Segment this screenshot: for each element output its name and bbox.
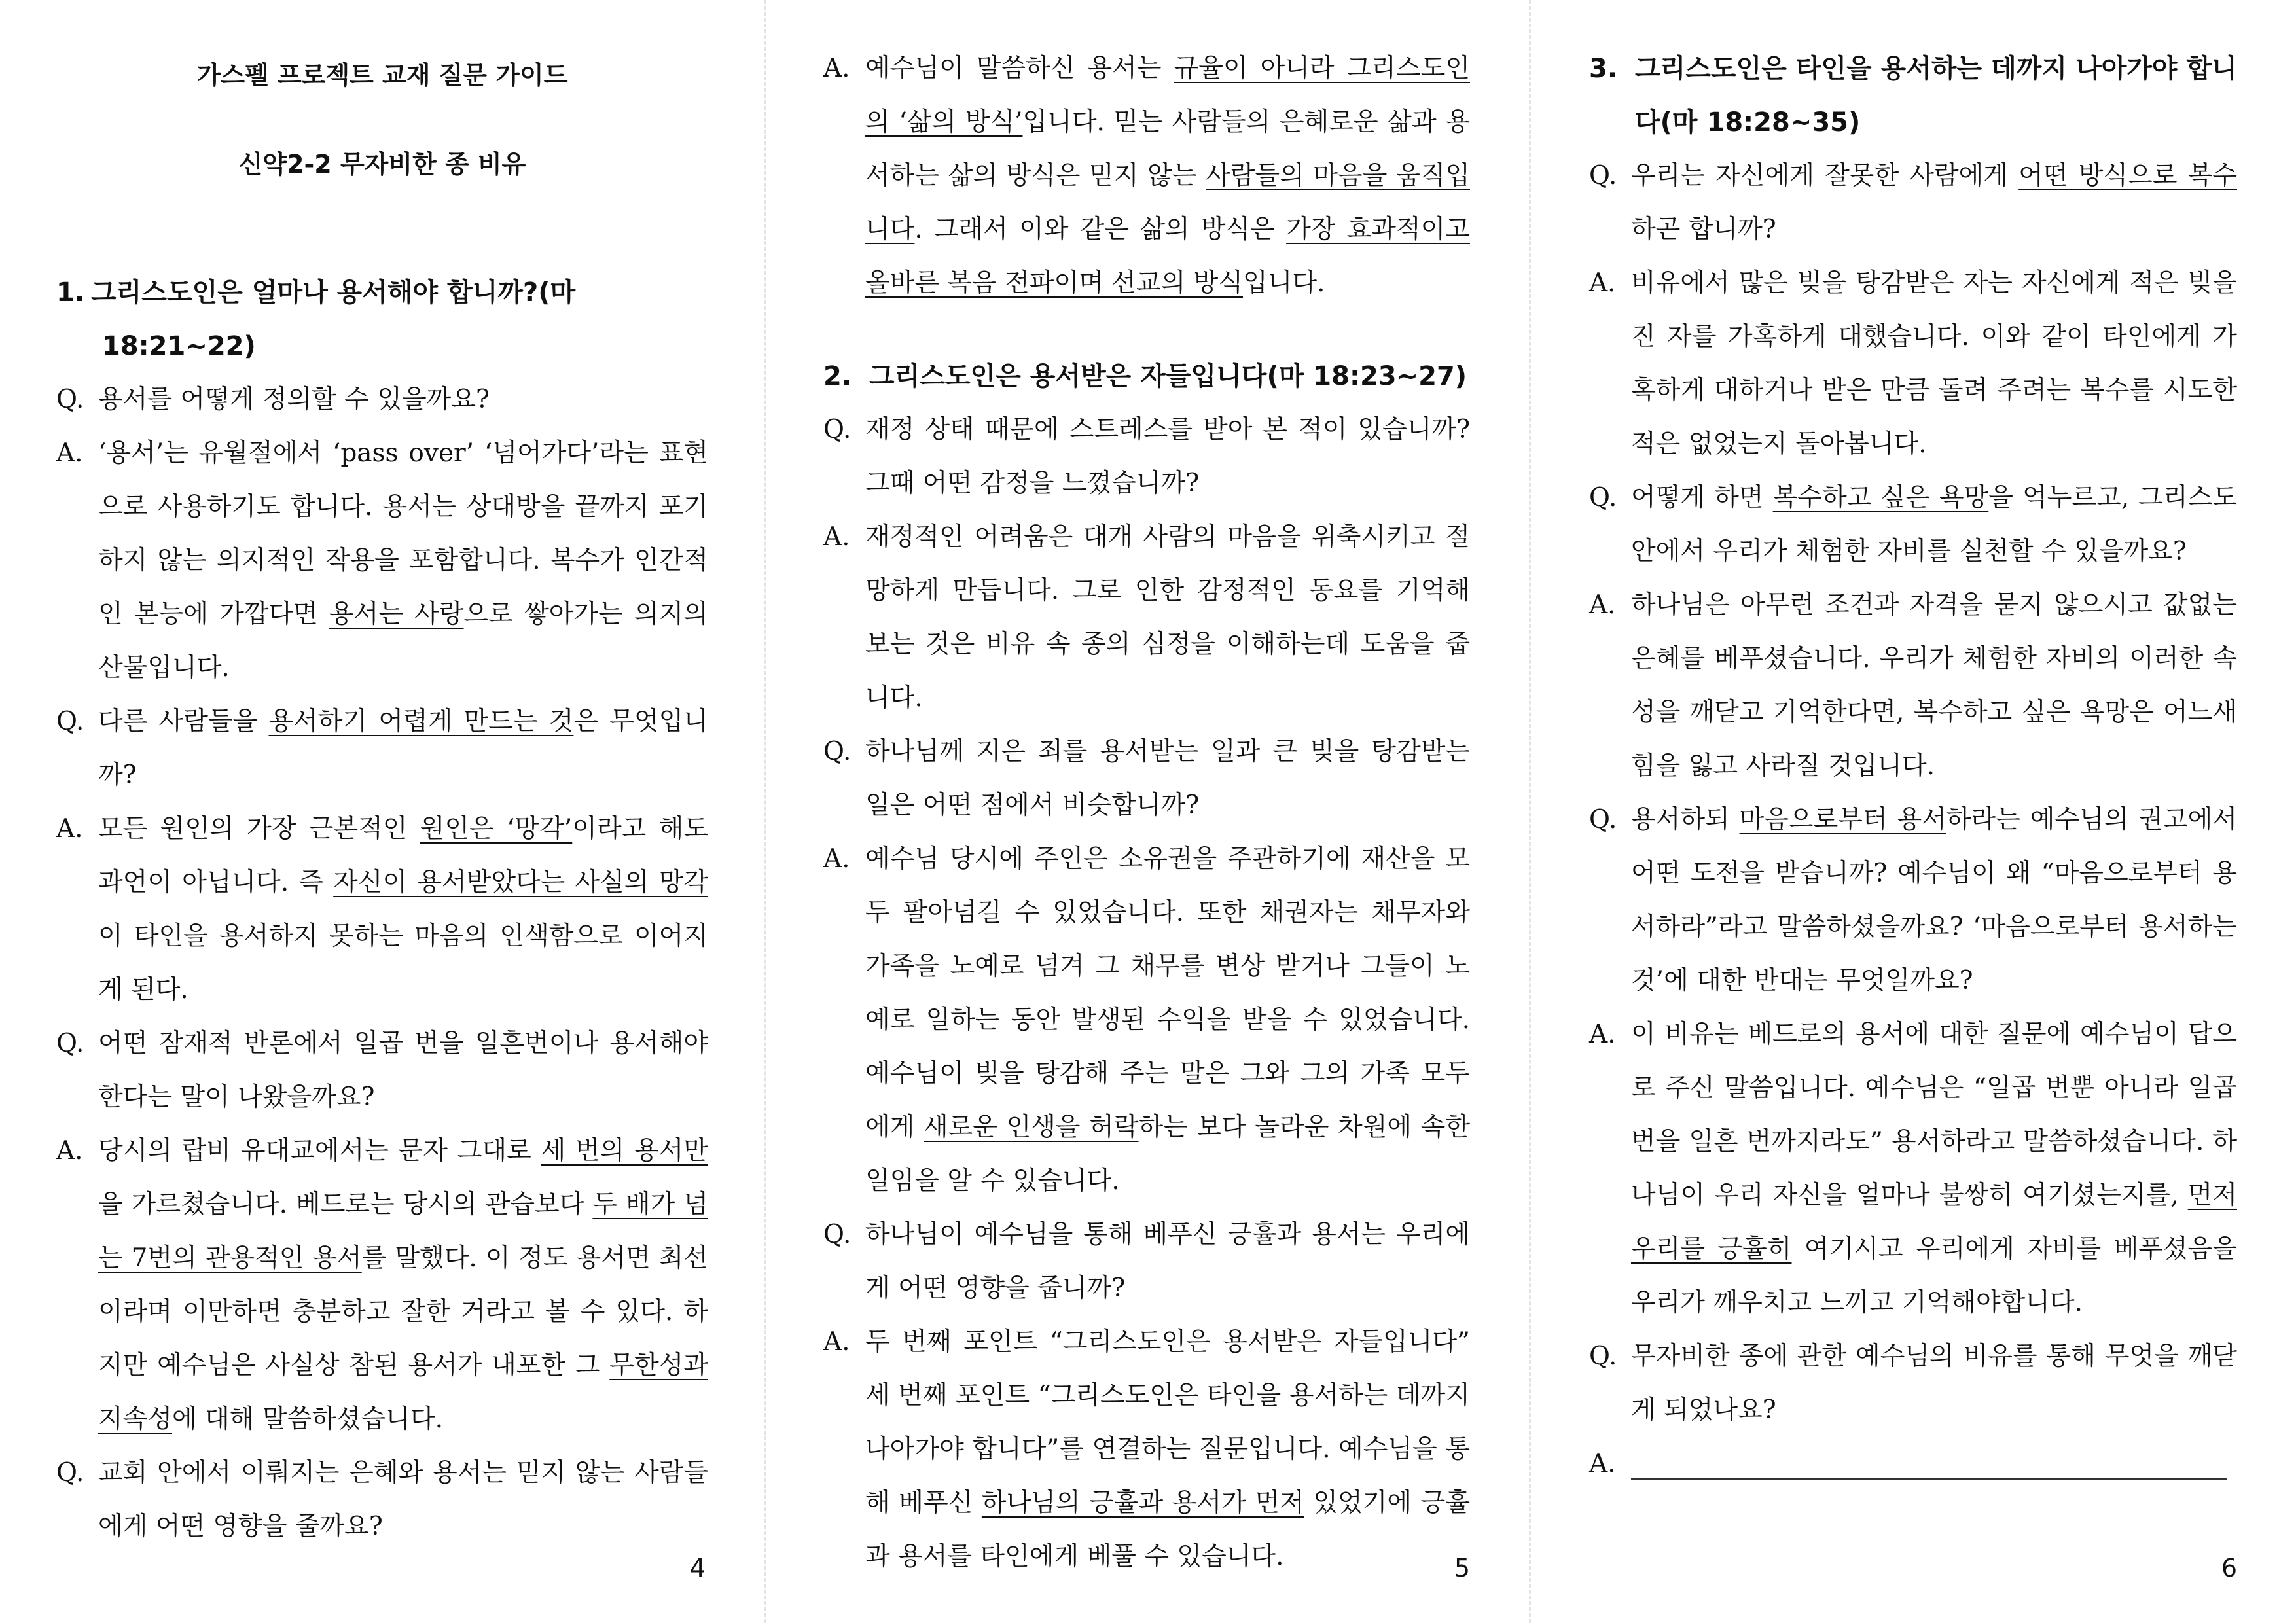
qa-text	[1631, 257, 2237, 471]
answer-item	[56, 427, 708, 695]
underlined-text: 마음으로부터 용서	[1739, 805, 1946, 834]
text-run: 입니다. 믿는 사람들의 은혜로운 삶과 용서하는 삶의 방식은 믿지 않는	[865, 107, 1470, 190]
text-run: 하나님이 예수님을 통해 베푸신 긍휼과 용서는 우리에게 어떤 영향을 줍니까?	[865, 1220, 1470, 1303]
text-run: 다른 사람들을	[98, 707, 269, 736]
text-run: 두 번째 포인트 “그리스도인은 용서받은 자들입니다” 세 번째 포인트 “그리스도인은 타인을 용서하는 데까지 나아가야 합니다”를 연결하는 질문입니다. 예수님을 통해 베푸신	[865, 1327, 1470, 1518]
underlined-text: 어떤 방식으로 복수	[2018, 161, 2237, 190]
underlined-text: 원인은 ‘망각’	[420, 814, 573, 844]
text-run: 있었기에 긍휼과 용서를 타인에게 베풀 수 있습니다.	[865, 1488, 1470, 1571]
text-run: 을 가르쳤습니다. 베드로는 당시의 관습보다	[98, 1190, 593, 1219]
qa-label: Q.	[56, 1029, 84, 1058]
qa-label: Q.	[56, 1458, 84, 1488]
underlined-text: 세 번의 용서만	[541, 1136, 708, 1166]
text-run: 당시의 랍비 유대교에서는 문자 그대로	[98, 1136, 541, 1166]
qa-text	[865, 1208, 1470, 1315]
qa-label: Q.	[56, 707, 84, 736]
text-run: 어떤 잠재적 반론에서 일곱 번을 일흔번이나 용서해야 한다는 말이 나왔을까요?	[98, 1029, 708, 1112]
qa-label: A.	[1589, 590, 1616, 620]
qa-label: A.	[1589, 1020, 1616, 1049]
question-item	[1589, 1330, 2237, 1437]
qa-text	[865, 42, 1470, 310]
section-number: 2.	[823, 361, 852, 391]
section-title: 그리스도인은 용서받은 자들입니다(마 18:23~27)	[869, 361, 1467, 391]
text-run: 하는 보다 놀라운 차원에 속한 일임을 알 수 있습니다.	[865, 1113, 1471, 1196]
section-1-heading	[56, 266, 708, 373]
qa-label: Q.	[1589, 1342, 1617, 1371]
qa-label: Q.	[823, 737, 852, 766]
qa-label: Q.	[1589, 483, 1617, 512]
page-5	[767, 0, 1529, 1623]
qa-text	[98, 802, 708, 1017]
text-run: 예수님 당시에 주인은 소유권을 주관하기에 재산을 모두 팔아넘길 수 있었습니다. 또한 채권자는 채무자와 가족을 노예로 넘겨 그 채무를 변상 받거나 그들이 노예로 일하는 동안 발생된 수익을 받을 수 있었습니다. 예수님이 빚을 탕감해 주는 말은 그와 그의 가족 모두에게	[865, 844, 1470, 1142]
qa-label: A.	[823, 54, 850, 83]
question-item	[1589, 793, 2237, 1008]
underlined-text: 용서는 사랑	[329, 599, 464, 629]
qa-text	[98, 427, 708, 695]
text-run: ‘용서’는 유월절에서 ‘pass over’ ‘넘어가다’라는 표현으로 사용하기도 합니다. 용서는 상대방을 끝까지 포기하지 않는 의지적인 작용을 포함합니다. 복수가 인간적인 본능에 가깝다면	[98, 438, 708, 629]
answer-item	[1589, 257, 2237, 471]
underlined-text: 먼저 우리를 긍휼히	[1631, 1181, 2237, 1264]
text-run: 비유에서 많은 빚을 탕감받은 자는 자신에게 적은 빚을 진 자를 가혹하게 대했습니다. 이와 같이 타인에게 가혹하게 대하거나 받은 만큼 돌려 주려는 복수를 시도한 적은 없었는지 돌아봅니다.	[1631, 268, 2237, 459]
document-subtitle: 신약2-2 무자비한 종 비유	[238, 150, 526, 179]
underlined-text: 용서하기 어렵게 만드는 것	[268, 707, 574, 736]
question-item	[823, 1208, 1470, 1315]
text-run: 우리는 자신에게 잘못한 사람에게	[1631, 161, 2019, 190]
page-number: 4	[689, 1554, 706, 1582]
qa-label: Q.	[823, 1220, 852, 1249]
text-run: 재정적인 어려움은 대개 사람의 마음을 위축시키고 절망하게 만듭니다. 그로 인한 감정적인 동요를 기억해 보는 것은 비유 속 종의 심정을 이해하는데 도움을 줍니다.	[865, 522, 1470, 713]
qa-text	[865, 832, 1470, 1208]
question-item	[1589, 471, 2237, 579]
text-run: . 그래서 이와 같은 삶의 방식은	[914, 215, 1287, 244]
text-run: 이 비유는 베드로의 용서에 대한 질문에 예수님이 답으로 주신 말씀입니다. 예수님은 “일곱 번뿐 아니라 일곱 번을 일흔 번까지라도” 용서하라고 말씀하셨습니다. 하나님이 우리 자신을 얼마나 불쌍히 여기셨는지를,	[1631, 1020, 2237, 1210]
page-divider-left	[764, 0, 766, 1623]
answer-item	[1589, 1008, 2237, 1330]
text-run: 예수님이 말씀하신 용서는	[865, 54, 1174, 83]
qa-text	[98, 373, 708, 427]
text-run: 으로 쌓아가는 의지의 산물입니다.	[98, 599, 708, 683]
qa-text	[865, 403, 1470, 510]
underlined-text: 자신이 용서받았다는 사실의 망각	[333, 868, 708, 897]
qa-label: Q.	[1589, 805, 1617, 834]
question-item	[823, 403, 1470, 510]
qa-text	[98, 1124, 708, 1446]
text-run: 하나님은 아무런 조건과 자격을 묻지 않으시고 값없는 은혜를 베푸셨습니다. 우리가 체험한 자비의 이러한 속성을 깨닫고 기억한다면, 복수하고 싶은 욕망은 어느새 힘을 잃고 사라질 것입니다.	[1631, 590, 2237, 781]
answer-item	[823, 510, 1470, 725]
text-run: 이 타인을 용서하지 못하는 마음의 인색함으로 이어지게 된다.	[98, 921, 708, 1005]
text-run: 어떻게 하면	[1631, 483, 1773, 512]
qa-text	[1631, 471, 2237, 579]
qa-label: A.	[823, 844, 850, 874]
text-run: 입니다.	[1243, 268, 1325, 298]
answer-item	[56, 802, 708, 1017]
answer-item	[823, 832, 1470, 1208]
qa-text	[98, 1017, 708, 1124]
text-run: 이라고 해도 과언이 아닙니다. 즉	[98, 814, 708, 897]
underlined-text: 두 배가 넘는 7번의 관용적인 용서	[98, 1190, 709, 1273]
text-run: 여기시고 우리에게 자비를 베푸셨음을 우리가 깨우치고 느끼고 기억해야합니다.	[1631, 1234, 2237, 1317]
text-run: 하나님께 지은 죄를 용서받는 일과 큰 빚을 탕감받는 일은 어떤 점에서 비슷합니까?	[865, 737, 1470, 820]
qa-label: A.	[823, 522, 850, 552]
section-title: 그리스도인은 타인을 용서하는 데까지 나아가야 합니다(마 18:28~35)	[1635, 54, 2237, 137]
question-item	[56, 1017, 708, 1124]
qa-text	[865, 510, 1470, 725]
section-number: 3.	[1589, 54, 1618, 84]
answer-item	[823, 42, 1470, 310]
qa-text	[1631, 793, 2237, 1008]
qa-label: Q.	[1589, 161, 1617, 190]
text-run: 을 억누르고, 그리스도 안에서 우리가 체험한 자비를 실천할 수 있을까요?	[1631, 483, 2237, 566]
section-2-heading	[823, 349, 1470, 403]
text-run: 교회 안에서 이뤄지는 은혜와 용서는 믿지 않는 사람들에게 어떤 영향을 줄까요?	[98, 1458, 708, 1541]
qa-label: A.	[823, 1327, 850, 1357]
document-title: 가스펠 프로젝트 교재 질문 가이드	[196, 61, 568, 90]
question-item	[823, 725, 1470, 832]
underlined-text: 무한성과 지속성	[98, 1351, 708, 1434]
text-run: 에 대해 말씀하셨습니다.	[172, 1404, 443, 1434]
answer-item	[1589, 579, 2237, 793]
text-run: 재정 상태 때문에 스트레스를 받아 본 적이 있습니까? 그때 어떤 감정을 느꼈습니까?	[865, 415, 1470, 498]
page-4	[0, 0, 764, 1623]
section-number: 1.	[56, 277, 85, 308]
page-divider-right	[1529, 0, 1531, 1623]
text-run: 하곤 합니까?	[1631, 215, 1776, 244]
qa-label: A.	[1589, 268, 1616, 298]
qa-text	[1631, 1437, 2237, 1491]
page-number: 6	[2221, 1554, 2237, 1582]
question-item	[56, 695, 708, 802]
page-6	[1532, 0, 2296, 1623]
qa-label: Q.	[56, 385, 84, 414]
question-item	[56, 373, 708, 427]
underlined-text: 규율이 아니라 그리스도인의 ‘삶의 방식’	[865, 54, 1470, 137]
underlined-text: 새로운 인생을 허락	[923, 1113, 1139, 1142]
question-item	[56, 1446, 708, 1554]
qa-text	[1631, 579, 2237, 793]
qa-label: A.	[56, 438, 83, 468]
qa-text	[1631, 1330, 2237, 1437]
section-title: 그리스도인은 얼마나 용서해야 합니까?(마 18:21~22)	[91, 277, 576, 361]
text-run: 를 말했다. 이 정도 용서면 최선이라며 이만하면 충분하고 잘한 거라고 볼 수 있다. 하지만 예수님은 사실상 참된 용서가 내포한 그	[98, 1243, 708, 1380]
page-number: 5	[1454, 1554, 1470, 1582]
text-run: 모든 원인의 가장 근본적인	[98, 814, 420, 844]
qa-text	[98, 1446, 708, 1554]
qa-text	[865, 725, 1470, 832]
answer-item	[1589, 1437, 2237, 1491]
text-run: 은 무엇입니까?	[98, 707, 708, 790]
text-run: 용서하되	[1631, 805, 1740, 834]
section-3-heading	[1589, 42, 2237, 149]
answer-blank-line[interactable]	[1631, 1452, 2227, 1480]
qa-text	[98, 695, 708, 802]
qa-label: Q.	[823, 415, 852, 444]
question-item	[1589, 149, 2237, 257]
underlined-text: 가장 효과적이고 올바른 복음 전파이며 선교의 방식	[865, 215, 1470, 298]
qa-label: A.	[56, 1136, 83, 1166]
answer-item	[823, 1315, 1470, 1584]
underlined-text: 복수하고 싶은 욕망	[1772, 483, 1989, 512]
qa-text	[865, 1315, 1470, 1584]
underlined-text: 사람들의 마음을 움직입니다	[865, 161, 1470, 244]
qa-label: A.	[56, 814, 83, 844]
text-run: 무자비한 종에 관한 예수님의 비유를 통해 무엇을 깨닫게 되었나요?	[1631, 1342, 2237, 1425]
answer-item	[56, 1124, 708, 1446]
qa-text	[1631, 1008, 2237, 1330]
text-run: 용서를 어떻게 정의할 수 있을까요?	[98, 385, 490, 414]
qa-text	[1631, 149, 2237, 257]
qa-label: A.	[1589, 1449, 1616, 1478]
underlined-text: 하나님의 긍휼과 용서가 먼저	[981, 1488, 1304, 1518]
text-run: 하라는 예수님의 권고에서 어떤 도전을 받습니까? 예수님이 왜 “마음으로부터 용서하라”라고 말씀하셨을까요? ‘마음으로부터 용서하는 것’에 대한 반대는 무엇일까요?	[1631, 805, 2237, 995]
